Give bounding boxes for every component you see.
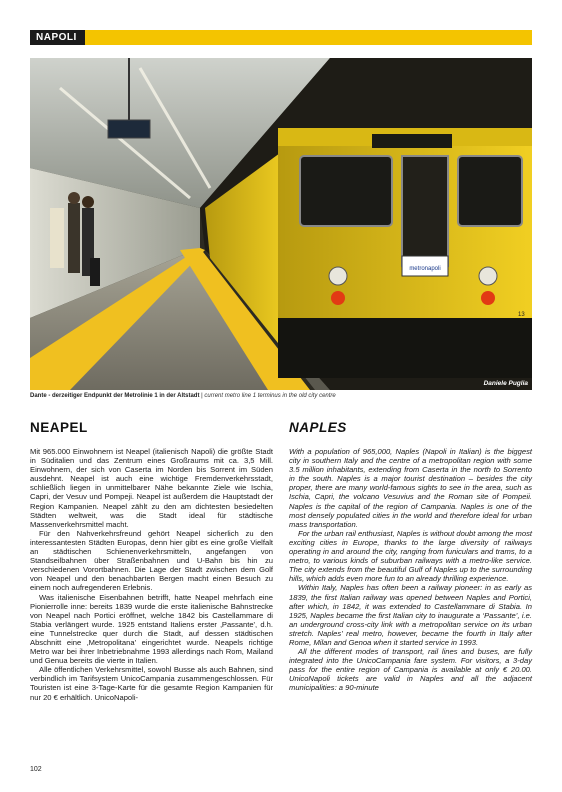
train-number: 13 xyxy=(518,312,525,318)
caption-german: Dante - derzeitiger Endpunkt der Metrolinie 1 in der Altstadt xyxy=(30,393,200,399)
train-logo-text: metronapoli xyxy=(409,266,441,272)
page-number: 102 xyxy=(30,766,42,773)
paragraph: For the urban rail enthusiast, Naples is without doubt among the most exciting cities in Europe, thanks to the large diversity of railways operating in and around the city, ranging from funiculars and trams, to a metro, to various kinds of suburban railways with a metro-like service. The city extends from the beautiful Gulf of Naples up to the surrounding hills, which adds even more fun to an already thrilling experience. xyxy=(289,528,532,584)
paragraph: Was italienische Eisenbahnen betrifft, hatte Neapel mehrfach eine Pionierrolle inne: bereits 1839 wurde die erste italienische Bahnstrecke von Neapel nach Portici eröffnet, welche 1842 bis Castellammare di Stabia verlängert wurde. 1925 entstand Italiens erster ‚Passante', d.h. eine Tunnelstrecke quer durch die Stadt, auf dessen städtischen Abschnitt eine ‚Metropolitana' eingerichtet wurde. Neapels richtige Metro war bei ihrer Inbetriebnahme 1993 allerdings nach Rom, Mailand und Genua bereits die vierte in Italien. xyxy=(30,592,273,666)
paragraph: Für den Nahverkehrsfreund gehört Neapel sicherlich zu den interessantesten Städten Europas, denn hier gibt es eine große Vielfalt an städtischen Schienenverkehrsmitteln, angefangen von Standseilbahnen über Straßenbahnen und U-Bahn bis hin zu verschiedenen Vorortbahnen. Die Lage der Stadt zwischen dem Golf von Neapel und den benachbarten Bergen macht einen Besuch zu einem noch aufregenderen Erlebnis. xyxy=(30,528,273,593)
paragraph: With a population of 965,000, Naples (Napoli in Italian) is the biggest city in southern Italy and the centre of a metropolitan region with some 3.5 million inhabitants, extending from Caserta in the north to Sorrento in the south. Naples is a major tourist destination – besides the city proper, there are many world-famous sights to see in the area, such as Ischia, Capri, the volcano Vesuvius and the Roman site of Pompeii. Naples is the capital of the region of Campania. Naples is one of the most densely populated cities in the world and therefore ideal for urban mass transportation. xyxy=(289,447,532,529)
metro-station-photo xyxy=(30,58,532,390)
article-column-english xyxy=(289,447,532,693)
caption-english: current metro line 1 terminus in the old city centre xyxy=(204,393,336,399)
heading-german: NEAPEL xyxy=(30,420,88,435)
section-header-bar xyxy=(30,30,532,45)
section-label: NAPOLI xyxy=(30,30,85,45)
photo-credit: Daniele Puglia xyxy=(483,380,528,387)
photo-illustration xyxy=(30,58,532,390)
paragraph: Mit 965.000 Einwohnern ist Neapel (italienisch Napoli) die größte Stadt in Süditalien und das Zentrum eines Großraums mit ca. 3,5 Mill. Einwohnern, der sich von Caserta im Norden bis Sorrent im Süden ausdehnt. Neapel ist auch eine wichtige Fremdenverkehrsstadt, schließlich liegen in unmittelbarer Nähe bekannte Ziele wie Ischia, Capri, der Vesuv und Pompeji. Neapel ist außerdem die Hauptstadt der Region Kampanien. Neapel zählt zu den am dichtesten besiedelten Städten weltweit, was die Stadt ideal für städtische Massenverkehrsmittel macht. xyxy=(30,447,273,529)
paragraph: Alle öffentlichen Verkehrsmittel, sowohl Busse als auch Bahnen, sind verbindlich im Tarifsystem UnicoCampania zusammengeschlossen. Für Touristen ist eine 3-Tage-Karte für die gesamte Region Kampanien für nur 20 € erhältlich. UnicoNapoli- xyxy=(30,665,273,702)
heading-english: NAPLES xyxy=(289,420,347,435)
caption-separator: | xyxy=(201,393,203,399)
paragraph: All the different modes of transport, rail lines and buses, are fully integrated into the UnicoCampania fare system. For visitors, a 3-day pass for the entire region of Campania is available at only € 20.00. UnicoNapoli tickets are valid in Naples and all the adjacent municipalities: a 90-minute xyxy=(289,647,532,693)
paragraph: Within Italy, Naples has often been a railway pioneer: in as early as 1839, the first Italian railway was opened between Naples and Portici, after which, in 1842, it was extended to Castellammare di Stabia. In 1925, Naples became the first Italian city to inaugurate a ‘Passante’, i.e. an underground cross-city link with a metropolitan service on its urban stretch. Naples’ real metro, however, became the fourth in Italy after Rome, Milan and Genoa when it started service in 1993. xyxy=(289,583,532,647)
photo-caption xyxy=(30,392,532,400)
article-column-german xyxy=(30,447,273,702)
